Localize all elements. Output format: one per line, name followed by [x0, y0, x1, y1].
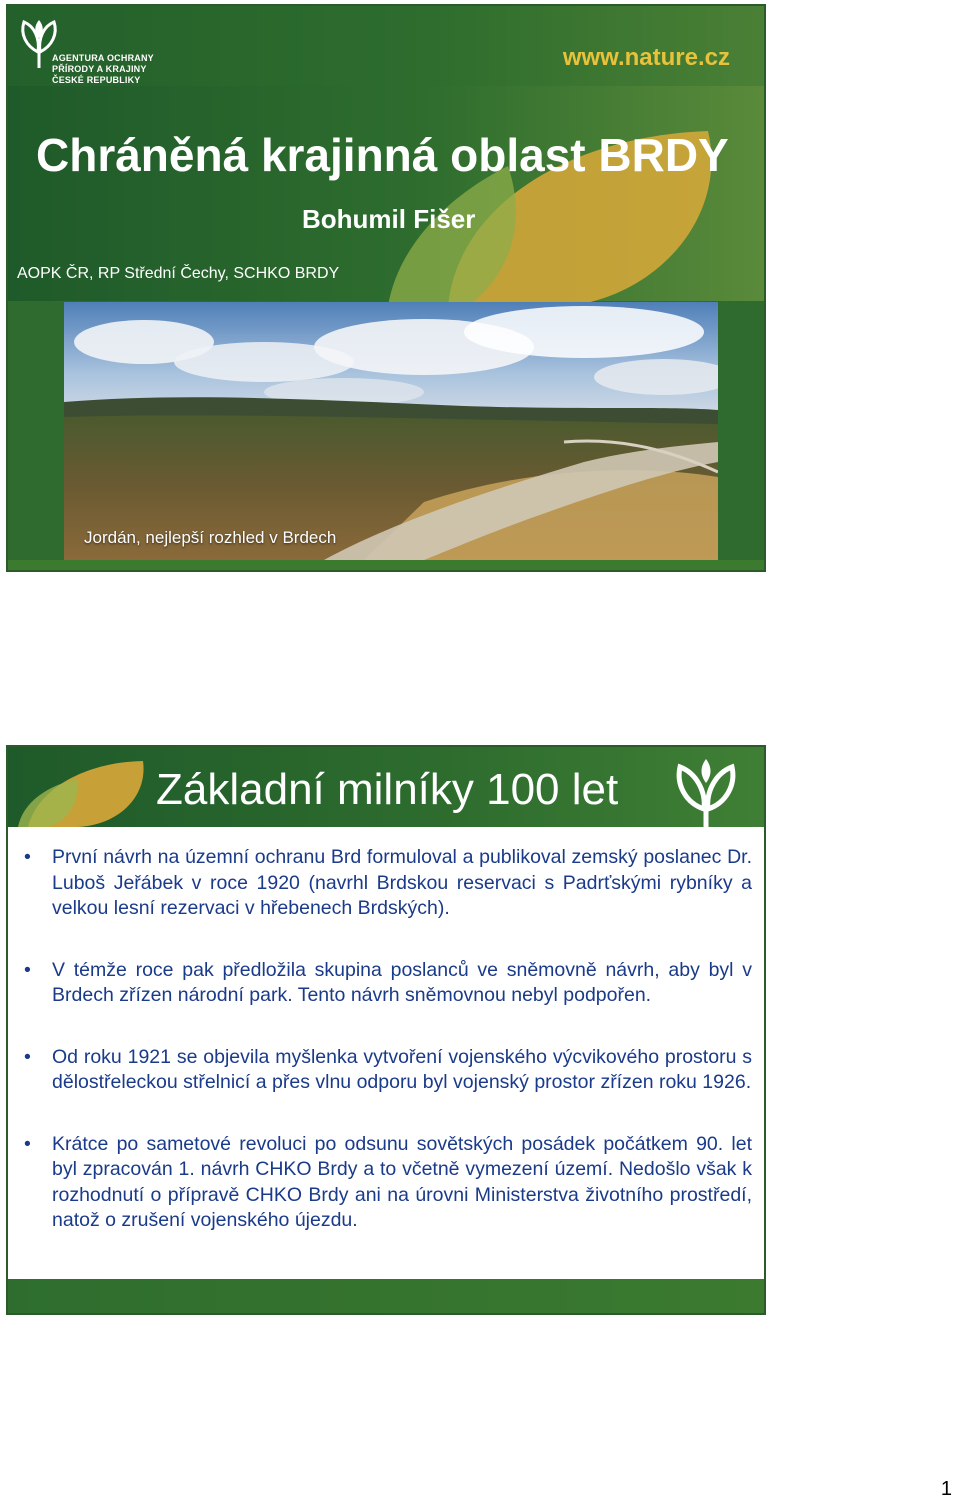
- landscape-image: [64, 302, 718, 560]
- logo-line: PŘÍRODY A KRAJINY: [52, 64, 147, 74]
- list-item: [22, 1132, 752, 1234]
- bottom-band: [8, 560, 764, 572]
- list-item: [22, 1045, 752, 1096]
- bullet-text: První návrh na územní ochranu Brd formuloval a publikoval zemský poslanec Dr. Luboš Jeřábek v roce 1920 (navrhl Brdskou reservaci s Padrťskými rybníky a velkou lesní rezervaci v hřebenech Brdských).: [52, 846, 752, 919]
- list-item: [22, 845, 752, 922]
- photo-caption: Jordán, nejlepší rozhled v Brdech: [84, 528, 337, 547]
- author-name: Bohumil Fišer: [302, 204, 476, 234]
- bullet-marker: •: [24, 846, 31, 868]
- title-slide: [6, 4, 766, 572]
- bullet-list: [22, 845, 752, 1270]
- organization-label: AOPK ČR, RP Střední Čechy, SCHKO BRDY: [17, 265, 340, 282]
- logo-text: [52, 53, 154, 86]
- bullet-marker: •: [24, 958, 31, 981]
- bullet-text: V témže roce pak předložila skupina poslanců ve sněmovně návrh, aby byl v Brdech zřízen národní park. Tento návrh sněmovnou nebyl podpořen.: [52, 958, 752, 1006]
- milestones-slide: [6, 745, 766, 1315]
- slide-header: [8, 747, 764, 827]
- bullet-text: Krátce po sametové revoluci po odsunu sovětských posádek počátkem 90. let byl zpracován 1. návrh CHKO Brdy a to včetně vymezení území. Nedošlo však k rozhodnutí o přípravě CHKO Brdy ani na úrovni Ministerstva životního prostředí, natož o zrušení vojenského újezdu.: [52, 1132, 752, 1231]
- website-link[interactable]: www.nature.cz: [562, 44, 730, 71]
- logo-line: AGENTURA OCHRANY: [52, 53, 154, 63]
- list-item: [22, 958, 752, 1009]
- slide-title: Chráněná krajinná oblast BRDY: [36, 129, 729, 181]
- page-number: 1: [940, 1478, 952, 1500]
- slide-footer: [8, 1279, 764, 1315]
- aopk-logo-icon: [679, 759, 733, 827]
- landscape-photo: [64, 302, 718, 560]
- logo-line: ČESKÉ REPUBLIKY: [52, 75, 141, 85]
- bullet-marker: •: [24, 1045, 31, 1068]
- bullet-text: Od roku 1921 se objevila myšlenka vytvoření vojenského výcvikového prostoru s dělostřeleckou střelnicí a přes vlnu odporu byl vojenský prostor zřízen roku 1926.: [52, 1045, 752, 1093]
- bullet-marker: •: [24, 1132, 31, 1155]
- slide-title: Základní milníky 100 let: [156, 765, 619, 814]
